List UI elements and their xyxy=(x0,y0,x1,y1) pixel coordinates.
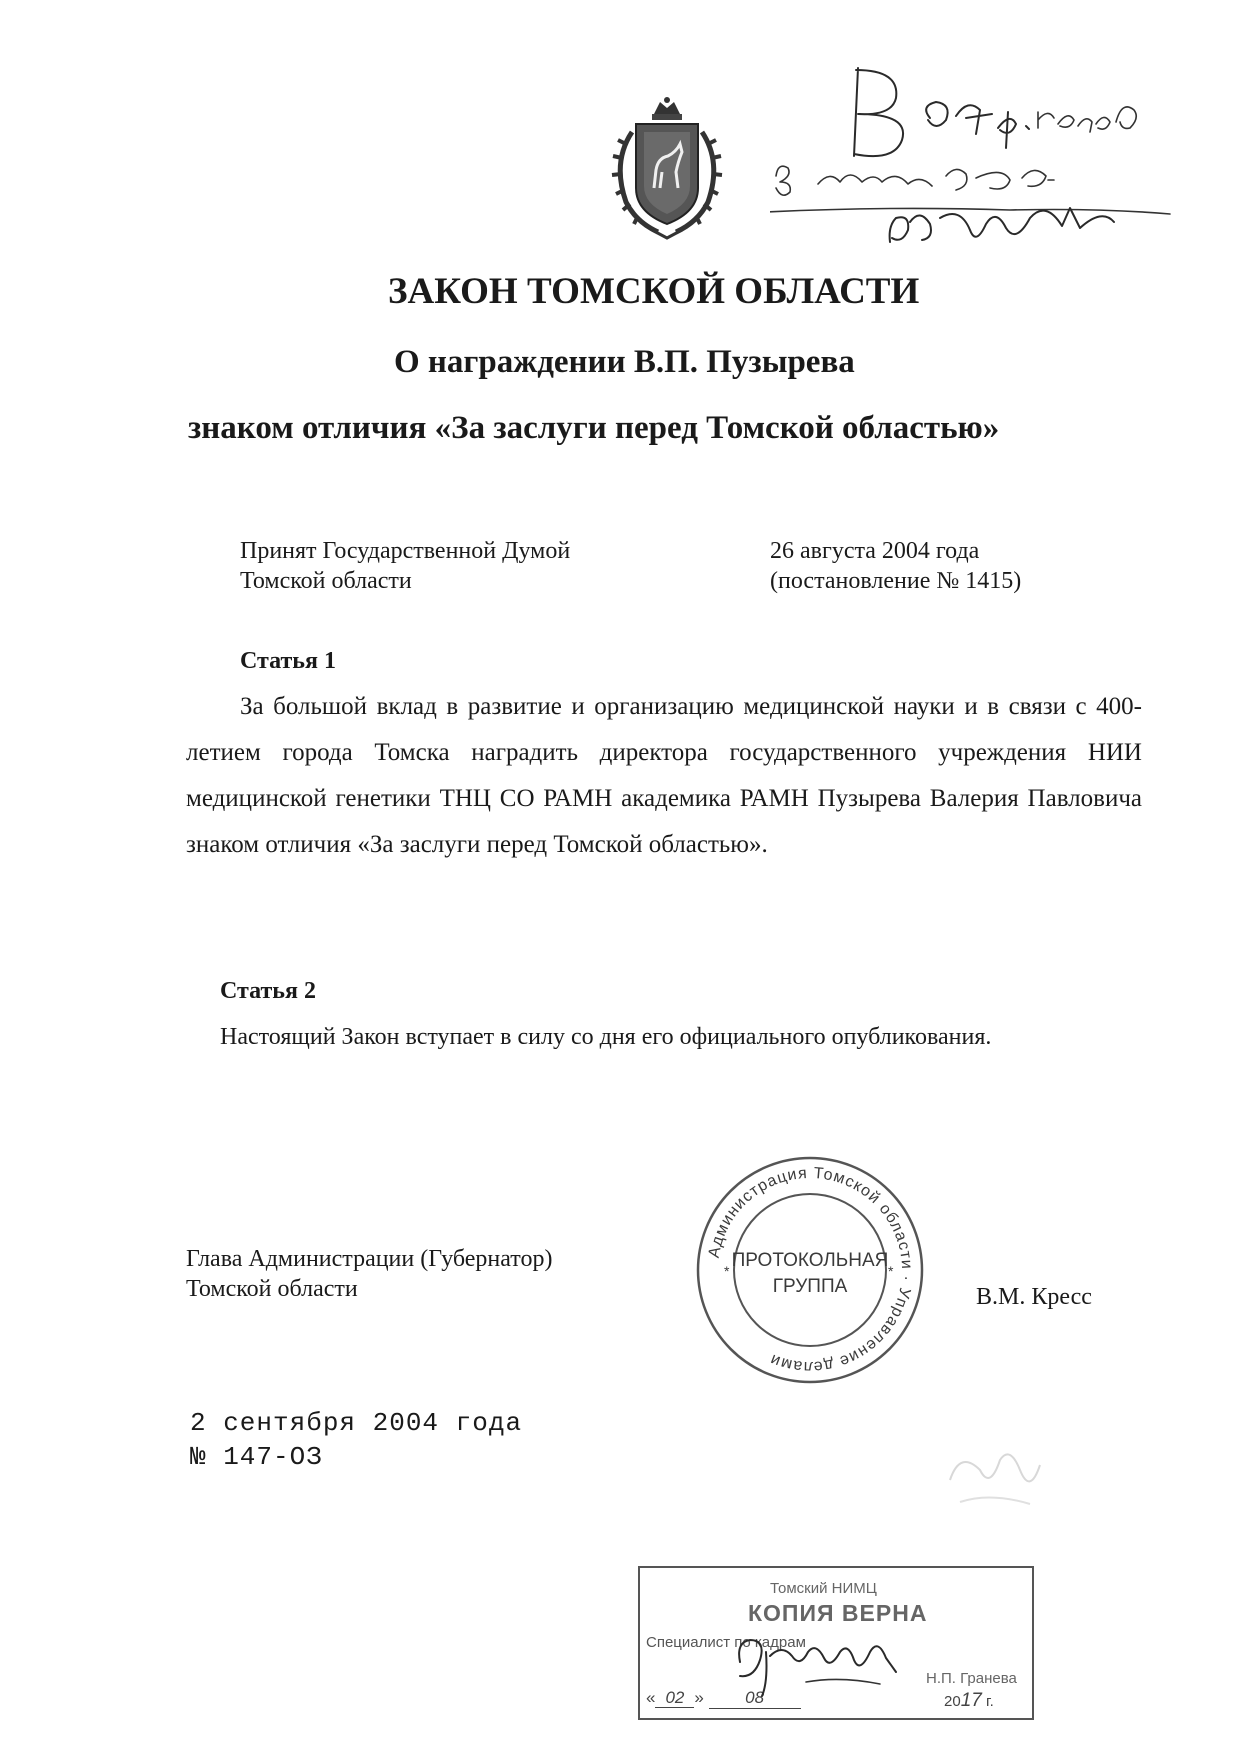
document-title: ЗАКОН ТОМСКОЙ ОБЛАСТИ xyxy=(388,271,920,312)
round-stamp-center-line-1: ПРОТОКОЛЬНАЯ xyxy=(731,1250,889,1271)
coat-of-arms-emblem xyxy=(592,92,742,242)
copy-stamp-role: Специалист по кадрам xyxy=(646,1634,806,1651)
copy-stamp-name: Н.П. Гранева xyxy=(926,1670,1017,1687)
handwritten-resolution xyxy=(770,58,1190,248)
copy-stamp-org: Томский НИМЦ xyxy=(770,1580,877,1597)
copy-stamp-label: КОПИЯ ВЕРНА xyxy=(748,1600,928,1626)
copy-stamp-date: « 02 » 08 xyxy=(646,1688,801,1709)
adoption-date: 26 августа 2004 года xyxy=(770,538,980,564)
article-2-heading: Статья 2 xyxy=(220,978,316,1004)
stamp-star-icon: * xyxy=(888,1263,894,1279)
round-stamp-ring-text: Администрация Томской области · Управление делами xyxy=(705,1164,916,1376)
signatory-position-line-1: Глава Администрации (Губернатор) xyxy=(186,1246,553,1272)
copy-stamp-signature xyxy=(710,1622,910,1702)
copy-stamp-month: 08 xyxy=(709,1688,801,1709)
copy-stamp-year-suffix: 17 xyxy=(960,1690,982,1711)
round-stamp-center-line-2: ГРУППА xyxy=(772,1276,848,1297)
document-subtitle-line-1: О награждении В.П. Пузырева xyxy=(394,344,855,380)
copy-stamp-year-prefix: 20 xyxy=(944,1693,961,1710)
round-stamp xyxy=(690,1150,930,1390)
faint-pencil-mark xyxy=(940,1440,1060,1520)
copy-certification-stamp xyxy=(638,1566,1034,1720)
copy-stamp-year-mark: г. xyxy=(986,1693,994,1710)
article-1-text: За большой вклад в развитие и организацию медицинской науки и в связи с 400-летием города Томска наградить директора государственного учреждения НИИ медицинской генетики ТНЦ СО РАМН академика РАМН Пузырева Валерия Павловича знаком отличия «За заслуги перед Томской областью». xyxy=(186,693,1142,858)
adoption-resolution: (постановление № 1415) xyxy=(770,568,1022,594)
copy-stamp-day: 02 xyxy=(655,1688,694,1708)
signing-date: 2 сентября 2004 года xyxy=(190,1408,523,1438)
adoption-body-line-1: Принят Государственной Думой xyxy=(240,538,571,564)
adoption-body-line-2: Томской области xyxy=(240,568,412,594)
article-1-heading: Статья 1 xyxy=(240,648,336,674)
stamp-star-icon: * xyxy=(724,1263,730,1279)
article-2-text: Настоящий Закон вступает в силу со дня его официального опубликования. xyxy=(220,1024,992,1050)
law-number: № 147-ОЗ xyxy=(190,1442,323,1472)
document-subtitle-line-2: знаком отличия «За заслуги перед Томской областью» xyxy=(188,410,1000,446)
signatory-position xyxy=(186,1244,552,1304)
signatory-name: В.М. Кресс xyxy=(976,1284,1092,1310)
adoption-body xyxy=(240,536,570,596)
copy-stamp-year xyxy=(944,1690,994,1712)
adoption-date-block xyxy=(770,536,1021,596)
signatory-position-line-2: Томской области xyxy=(186,1276,358,1302)
